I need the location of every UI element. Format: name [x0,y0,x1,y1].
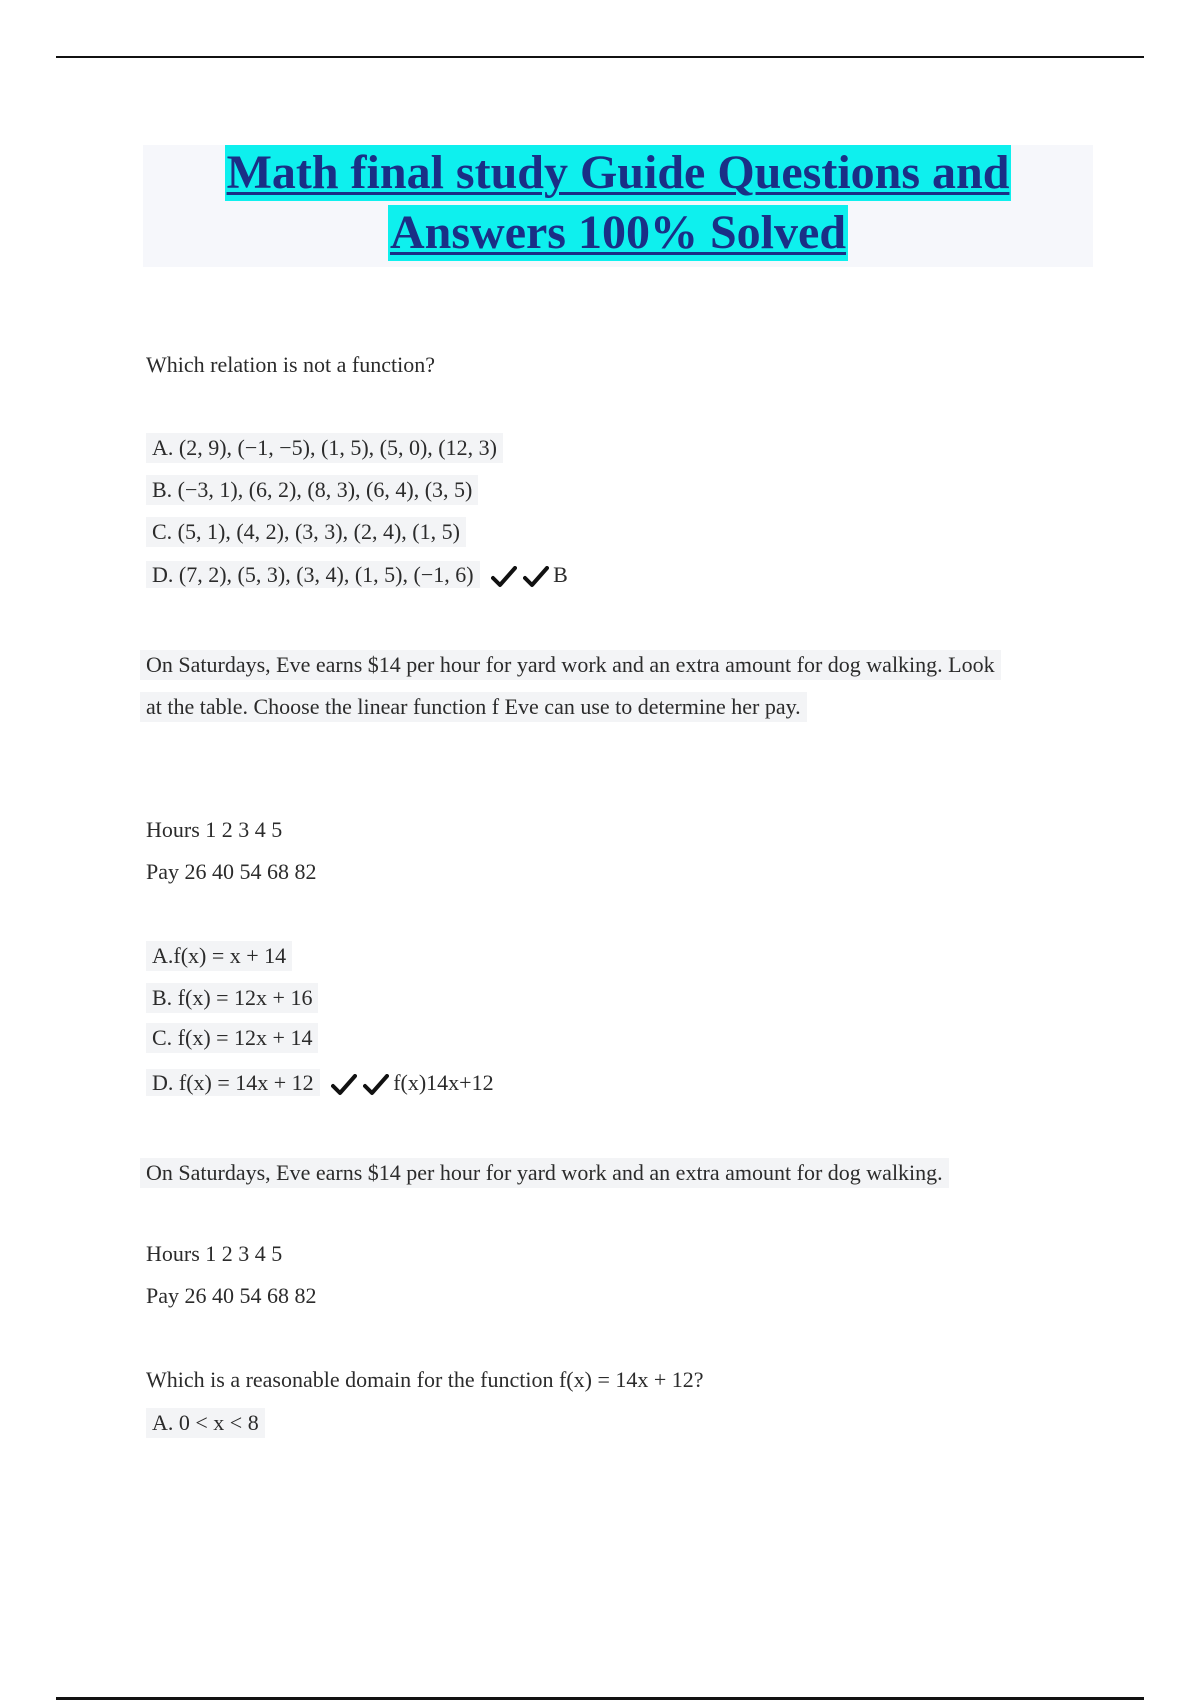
checkmark-icon [523,566,549,588]
checkmark-icon [331,1074,357,1096]
checkmark-icon [363,1074,389,1096]
q1-option-d-row [146,561,568,589]
q1-option-a: A. (2, 9), (−1, −5), (1, 5), (5, 0), (12, 3) [146,433,503,463]
q2-answer: f(x)14x+12 [393,1070,494,1095]
header-rule [56,56,1144,58]
q1-answer: B [553,562,568,587]
q3-prompt: Which is a reasonable domain for the function f(x) = 14x + 12? [146,1367,704,1392]
q2-hours-row: Hours 1 2 3 4 5 [146,817,283,842]
q2-option-c: C. f(x) = 12x + 14 [146,1023,318,1053]
q1-prompt: Which relation is not a function? [146,352,435,377]
document-title [143,145,1093,267]
q3-pay-row: Pay 26 40 54 68 82 [146,1283,317,1308]
q3-hours-row: Hours 1 2 3 4 5 [146,1241,283,1266]
q2-option-d-row [146,1069,494,1097]
q1-option-c: C. (5, 1), (4, 2), (3, 3), (2, 4), (1, 5) [146,517,466,547]
checkmark-icon [491,566,517,588]
q2-pay-row: Pay 26 40 54 68 82 [146,859,317,884]
q3-option-a: A. 0 < x < 8 [146,1408,265,1438]
q2-option-a: A.f(x) = x + 14 [146,941,292,971]
q1-option-d: D. (7, 2), (5, 3), (3, 4), (1, 5), (−1, 6) [146,561,480,588]
q2-prompt-line-1: On Saturdays, Eve earns $14 per hour for yard work and an extra amount for dog walking. Look [140,650,1001,680]
q2-prompt-line-2: at the table. Choose the linear function f Eve can use to determine her pay. [140,692,807,722]
q2-option-b: B. f(x) = 12x + 16 [146,983,318,1013]
title-line-1: Math final study Guide Questions and [226,146,1010,199]
q3-intro: On Saturdays, Eve earns $14 per hour for yard work and an extra amount for dog walking. [140,1158,949,1188]
q1-option-b: B. (−3, 1), (6, 2), (8, 3), (6, 4), (3, 5) [146,475,478,505]
title-line-2: Answers 100% Solved [389,206,847,259]
q2-option-d: D. f(x) = 14x + 12 [146,1069,320,1096]
